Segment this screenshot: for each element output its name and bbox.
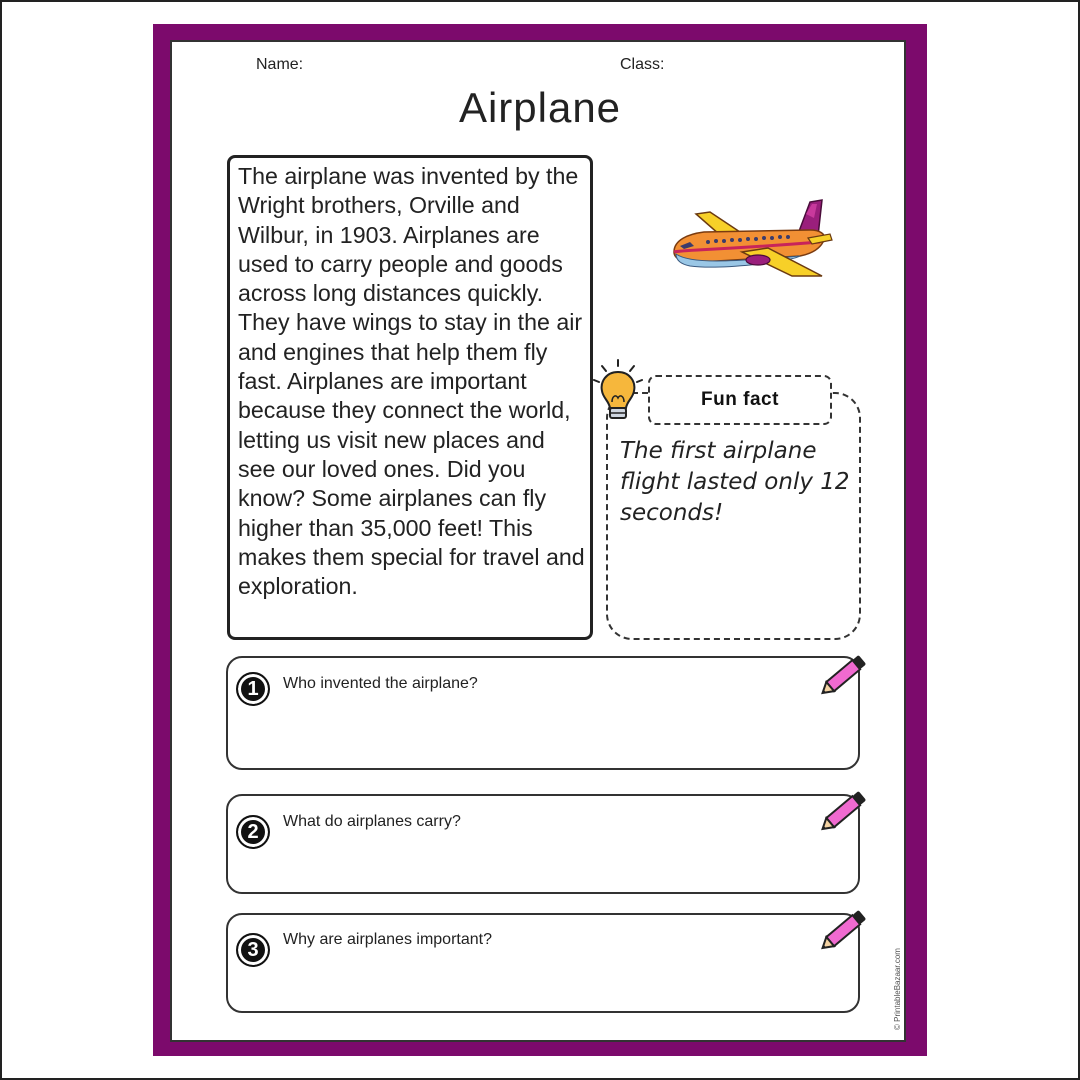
pencil-icon	[816, 903, 872, 957]
question-1-text: Who invented the airplane?	[283, 675, 478, 692]
question-3-text: Why are airplanes important?	[283, 931, 492, 948]
pencil-icon	[816, 648, 872, 702]
page-title: Airplane	[458, 84, 622, 131]
credit-text: © PrintableBazaar.com	[893, 948, 902, 1030]
question-2-text: What do airplanes carry?	[283, 813, 461, 830]
lightbulb-icon	[590, 358, 646, 424]
class-label: Class:	[620, 56, 665, 73]
question-number-1: 1	[236, 672, 270, 706]
name-label: Name:	[256, 56, 304, 73]
question-number-3: 3	[236, 933, 270, 967]
fun-fact-label: Fun fact	[648, 375, 832, 425]
fun-fact-text: The first airplane flight lasted only 12 seconds!	[620, 438, 850, 526]
question-number-2: 2	[236, 815, 270, 849]
reading-passage: The airplane was invented by the Wright brothers, Orville and Wilbur, in 1903. Airplanes are used to carry people and goods across long distances quickly. They have wings to stay in the air and engines that help them fly fast. Airplanes are important because they connect the world, letting us visit new places and see our loved ones. Did you know? Some airplanes can fly higher than 35,000 feet! This makes them special for travel and exploration.	[238, 163, 585, 600]
pencil-icon	[816, 784, 872, 838]
answer-box-1[interactable]	[226, 656, 860, 770]
answer-box-3[interactable]	[226, 913, 860, 1013]
answer-box-2[interactable]	[226, 794, 860, 894]
airplane-illustration	[660, 190, 835, 290]
